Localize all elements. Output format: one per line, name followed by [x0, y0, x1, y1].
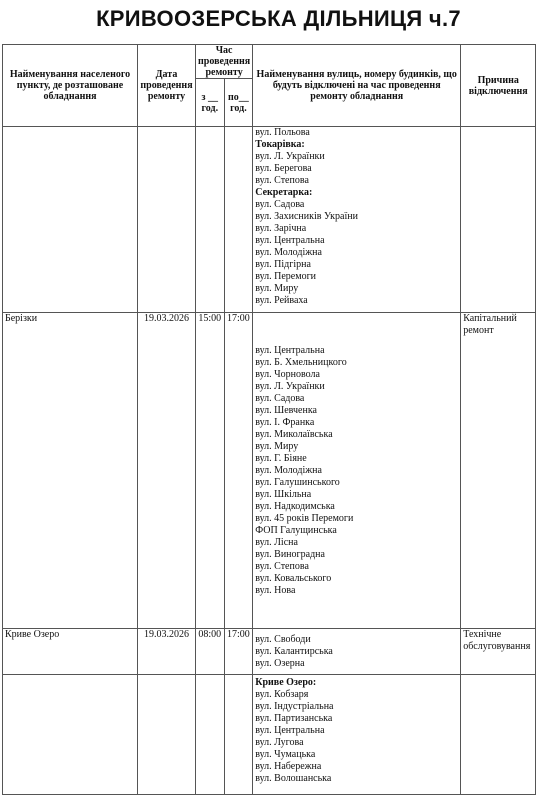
street-item: вул. Молодіжна: [255, 247, 322, 258]
street-item: вул. Степова: [255, 175, 309, 186]
street-item: вул. Нова: [255, 585, 296, 596]
street-item: вул. Чумацька: [255, 749, 316, 760]
header-date: Дата проведення ремонту: [138, 45, 196, 127]
table-row: [3, 127, 536, 313]
cell-date: 19.03.2026: [138, 313, 196, 629]
cell-from: [196, 127, 225, 313]
cell-date: [138, 127, 196, 313]
table-row: [3, 629, 536, 675]
street-item: вул. Індустріальна: [255, 701, 334, 712]
street-item: вул. Б. Хмельницкого: [255, 357, 347, 368]
street-item: вул. Польова: [255, 127, 310, 138]
street-item: вул. Озерна: [255, 657, 305, 669]
street-item: вул. Підгірна: [255, 259, 311, 270]
street-item: вул. Берегова: [255, 163, 312, 174]
cell-reason: [461, 675, 536, 795]
cell-location: Криве Озеро: [3, 629, 138, 675]
cell-location: Берізки: [3, 313, 138, 629]
street-item: вул. Надкодимська: [255, 501, 335, 512]
street-item: вул. Степова: [255, 561, 309, 572]
street-item: вул. Волошанська: [255, 773, 332, 784]
cell-to: [224, 127, 253, 313]
cell-from: [196, 675, 225, 795]
street-item: вул. 45 років Перемоги: [255, 513, 354, 524]
table-row: [3, 675, 536, 795]
outage-schedule-table: [2, 44, 536, 795]
table-row: [3, 313, 536, 629]
cell-reason: [461, 629, 536, 675]
cell-to: [224, 675, 253, 795]
cell-location: [3, 675, 138, 795]
street-item: вул. Центральна: [255, 345, 325, 356]
street-item: вул. Центральна: [255, 235, 325, 246]
cell-location: [3, 127, 138, 313]
street-item: вул. Виноградна: [255, 549, 325, 560]
street-item: вул. Миру: [255, 283, 299, 294]
street-item: вул. Галушинського: [255, 477, 340, 488]
street-item: вул. Лугова: [255, 737, 304, 748]
street-item: вул. Садова: [255, 199, 305, 210]
street-item: вул. Лісна: [255, 537, 298, 548]
street-item: вул. Л. Українки: [255, 381, 325, 392]
cell-streets: [253, 127, 461, 313]
header-to: по__ год.: [224, 79, 253, 127]
street-item: вул. Захисників України: [255, 211, 358, 222]
cell-streets: [253, 675, 461, 795]
cell-date: 19.03.2026: [138, 629, 196, 675]
locality-subheading: Токарівка:: [255, 139, 305, 150]
cell-date: [138, 675, 196, 795]
cell-streets: [253, 629, 461, 675]
street-item: вул. Партизанська: [255, 713, 333, 724]
street-item: вул. Калантирська: [255, 645, 333, 657]
header-reason: Причина відключення: [461, 45, 536, 127]
cell-streets: [253, 313, 461, 629]
reason-text: Технічне обслуговування: [463, 629, 531, 652]
street-item: вул. Шкільна: [255, 489, 312, 500]
reason-text: Капітальний ремонт: [463, 313, 517, 336]
cell-reason: [461, 127, 536, 313]
street-item: вул. Л. Українки: [255, 151, 325, 162]
header-streets: Найменування вулиць, номеру будинків, що будуть відключені на час проведення ремонту обладнання: [253, 45, 461, 127]
street-item: вул. Набережна: [255, 761, 322, 772]
street-item: вул. Чорновола: [255, 369, 320, 380]
street-item: ФОП Галущинська: [255, 525, 337, 536]
cell-to: 17:00: [224, 313, 253, 629]
street-item: вул. Садова: [255, 393, 305, 404]
street-item: вул. Рейваха: [255, 295, 308, 306]
cell-from: 15:00: [196, 313, 225, 629]
header-from: з __ год.: [196, 79, 225, 127]
page-title: КРИВООЗЕРСЬКА ДІЛЬНИЦЯ ч.7: [96, 6, 461, 31]
locality-subheading: Криве Озеро:: [255, 677, 317, 688]
street-item: вул. Ковальського: [255, 573, 332, 584]
street-item: вул. Шевченка: [255, 405, 317, 416]
street-item: вул. Кобзаря: [255, 689, 309, 700]
cell-to: 17:00: [224, 629, 253, 675]
locality-subheading: Секретарка:: [255, 187, 313, 198]
street-item: вул. Зарічна: [255, 223, 307, 234]
street-item: вул. Миколаївська: [255, 429, 333, 440]
street-item: вул. Свободи: [255, 633, 311, 645]
header-time: Час проведення ремонту: [196, 45, 253, 79]
street-item: вул. Г. Біяне: [255, 453, 307, 464]
street-item: вул. І. Франка: [255, 417, 315, 428]
street-item: вул. Центральна: [255, 725, 325, 736]
street-item: вул. Перемоги: [255, 271, 317, 282]
street-item: вул. Миру: [255, 441, 299, 452]
cell-from: 08:00: [196, 629, 225, 675]
cell-reason: [461, 313, 536, 629]
street-item: вул. Молодіжна: [255, 465, 322, 476]
header-location: Найменування населеного пункту, де розташоване обладнання: [3, 45, 138, 127]
